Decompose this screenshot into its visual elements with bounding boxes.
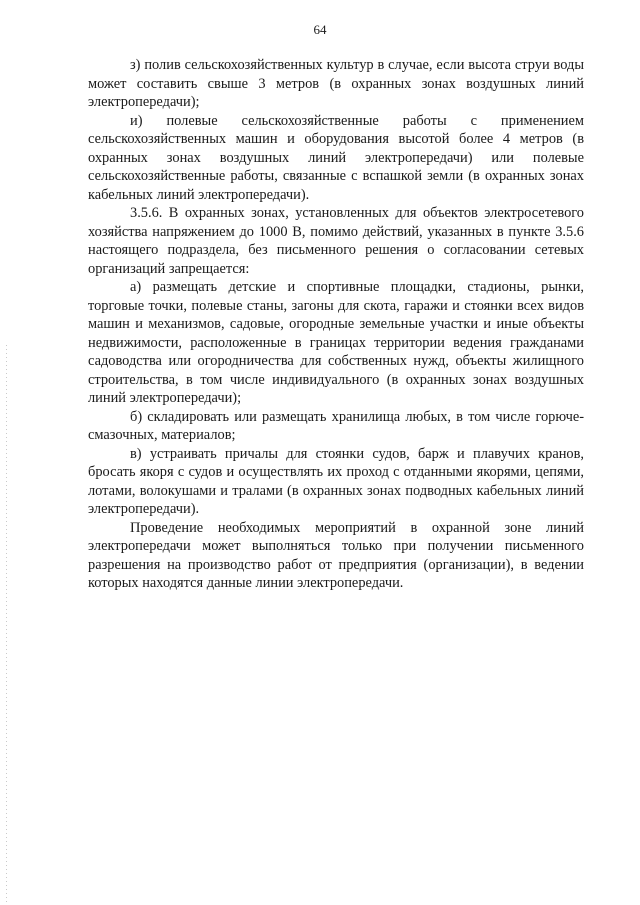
- paragraph-z-irrigation: з) полив сельскохозяйственных культур в случае, если высота струи воды может составить свыше 3 метров (в охранных зонах воздушных линий электропередачи);: [88, 57, 584, 110]
- paragraph-a-playgrounds: а) размещать детские и спортивные площадки, стадионы, рынки, торговые точки, полевые станы, загоны для скота, гаражи и стоянки всех видов машин и механизмов, садовые, огородные земельные участки и иные объекты недвижимости, расположенные в границах территории ведения гражданами садоводства или огородничества для собственных нужд, объекты жилищного строительства, в том числе индивидуального (в охранных зонах воздушных линий электропередачи);: [88, 279, 584, 406]
- paragraph-i-field-works: и) полевые сельскохозяйственные работы с применением сельскохозяйственных машин и оборудования высотой более 4 метров (в охранных зонах воздушных линий электропередачи) или полевые сельскохозяйственные работы, связанные с вспашкой земли (в охранных зонах кабельных линий электропередачи).: [88, 112, 584, 203]
- scan-margin-mark: [6, 345, 7, 905]
- paragraph-v-moorings: в) устраивать причалы для стоянки судов, барж и плавучих кранов, бросать якоря с судов и осуществлять их проход с отданными якорями, цепями, лотами, волокушами и тралами (в охранных зонах подводных кабельных линий электропередачи).: [88, 445, 584, 517]
- page-number: 64: [313, 22, 327, 37]
- document-body: [88, 56, 584, 593]
- paragraph-permission: Проведение необходимых мероприятий в охранной зоне линий электропередачи может выполняться только при получении письменного разрешения на производство работ от предприятия (организации), в ведении которых находятся данные линии электропередачи.: [88, 519, 584, 591]
- paragraph-b-storage: б) складировать или размещать хранилища любых, в том числе горюче-смазочных, материалов;: [88, 408, 584, 443]
- paragraph-3-5-6: 3.5.6. В охранных зонах, установленных для объектов электросетевого хозяйства напряжением до 1000 В, помимо действий, указанных в пункте 3.5.6 настоящего подраздела, без письменного решения о согласовании сетевых организаций запрещается:: [88, 205, 584, 277]
